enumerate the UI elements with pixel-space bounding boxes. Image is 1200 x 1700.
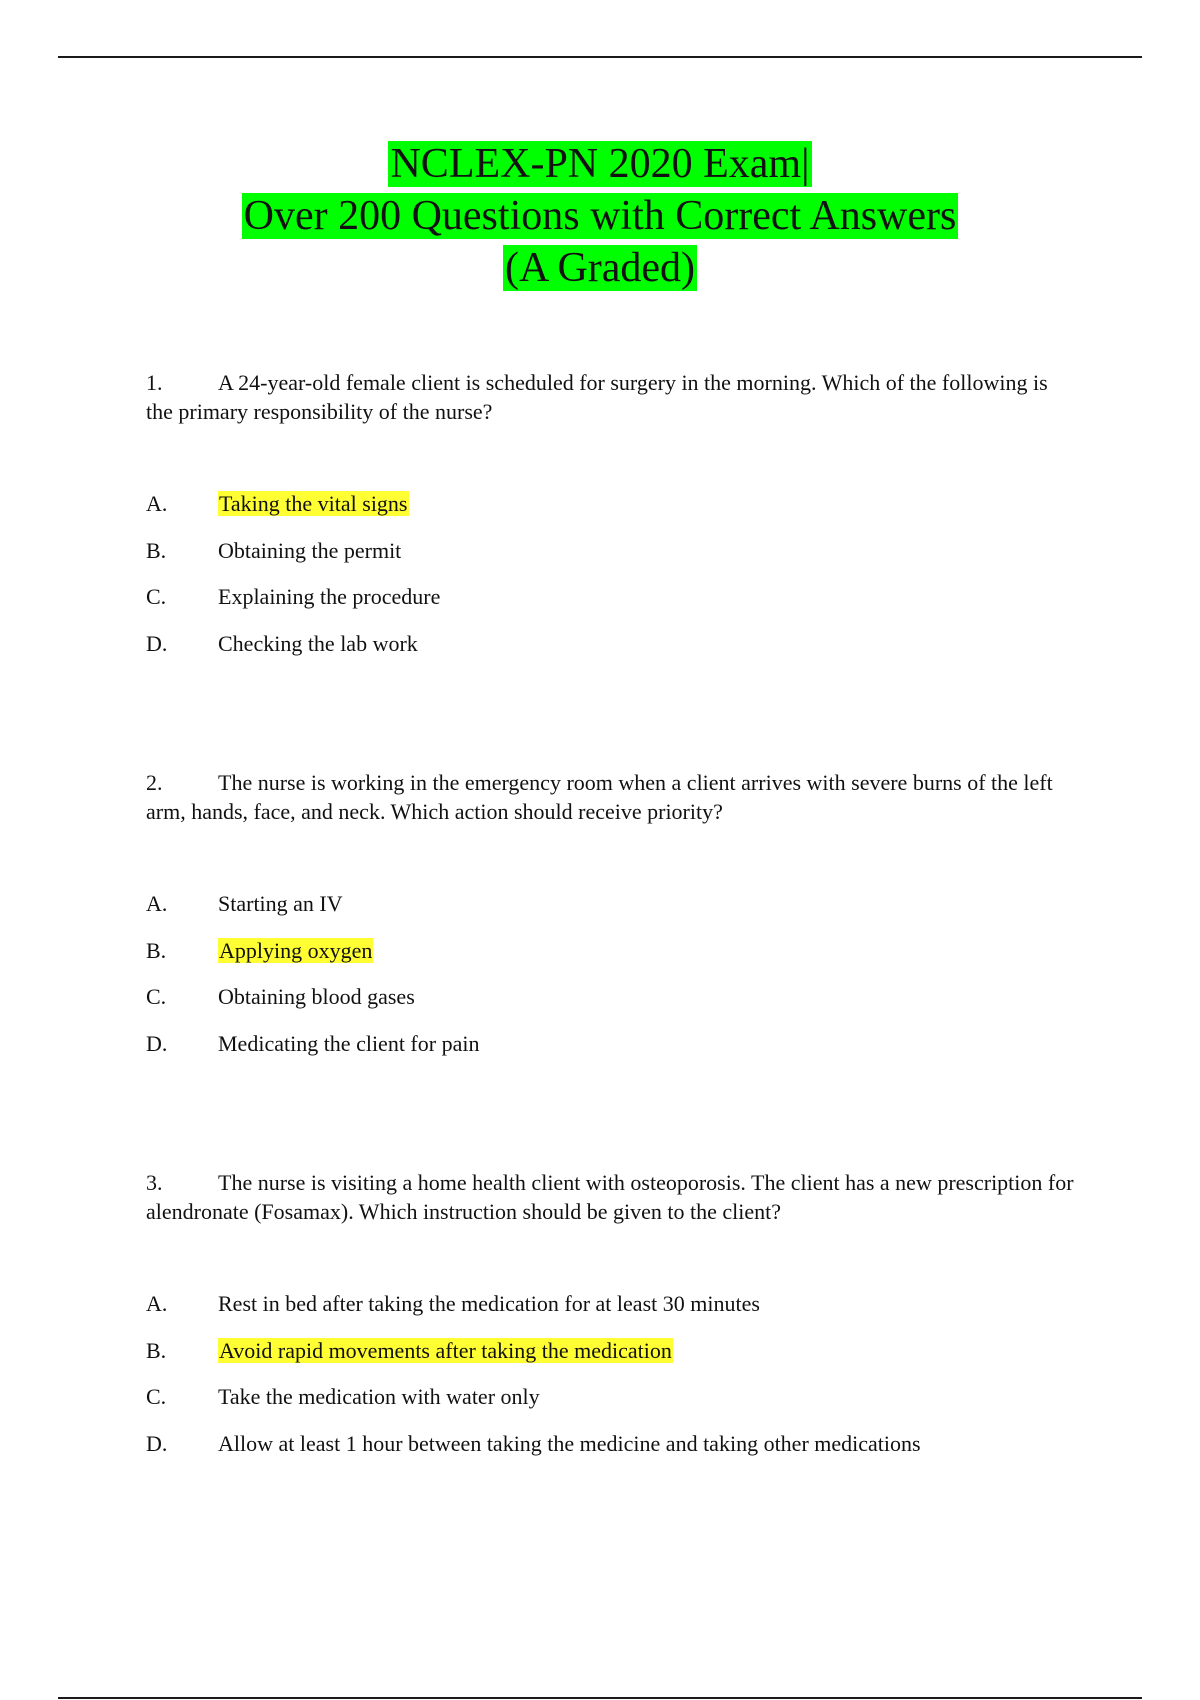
option-b	[146, 936, 1076, 983]
bottom-rule	[58, 1697, 1142, 1699]
option-text: Obtaining the permit	[218, 537, 402, 563]
option-letter: B.	[146, 1337, 167, 1363]
question-3	[146, 1168, 1076, 1226]
option-text: Allow at least 1 hour between taking the medicine and taking other medications	[218, 1430, 921, 1456]
option-c	[146, 982, 1076, 1029]
option-text: Medicating the client for pain	[218, 1030, 480, 1056]
option-text: Starting an IV	[218, 891, 343, 916]
question-number: 3.	[146, 1170, 163, 1195]
option-a	[146, 1289, 1076, 1336]
title-line-2: Over 200 Questions with Correct Answers	[243, 193, 957, 239]
option-text: Checking the lab work	[218, 630, 418, 656]
option-letter: C.	[146, 1384, 167, 1409]
option-d	[146, 1429, 1076, 1476]
top-rule	[58, 56, 1142, 58]
option-letter: D.	[146, 1030, 168, 1056]
question-3-options	[146, 1289, 1076, 1475]
option-letter: A.	[146, 1291, 168, 1316]
option-text-correct: Applying oxygen	[219, 937, 373, 963]
document-title	[0, 138, 1200, 294]
option-letter: A.	[146, 891, 168, 916]
title-line-1: NCLEX-PN 2020 Exam|	[390, 141, 810, 187]
question-text: The nurse is working in the emergency room when a client arrives with severe burns of the left arm, hands, face, and neck. Which action should receive priority?	[146, 770, 1053, 824]
option-letter: D.	[146, 1430, 168, 1456]
option-text-correct: Taking the vital signs	[219, 491, 408, 516]
option-b	[146, 536, 1076, 583]
option-d	[146, 629, 1076, 676]
question-2-options	[146, 889, 1076, 1075]
option-letter: B.	[146, 537, 167, 563]
option-text: Obtaining blood gases	[218, 984, 415, 1009]
option-letter: C.	[146, 984, 167, 1009]
option-a	[146, 489, 1076, 536]
option-letter: C.	[146, 584, 167, 609]
option-letter: A.	[146, 491, 168, 516]
option-b	[146, 1336, 1076, 1383]
question-1-options	[146, 489, 1076, 675]
option-text: Take the medication with water only	[218, 1384, 540, 1409]
question-number: 1.	[146, 370, 163, 395]
option-c	[146, 582, 1076, 629]
question-text: The nurse is visiting a home health client with osteoporosis. The client has a new prescription for alendronate (Fosamax). Which instruction should be given to the client?	[146, 1170, 1074, 1224]
option-d	[146, 1029, 1076, 1076]
option-letter: B.	[146, 937, 167, 963]
question-1	[146, 368, 1076, 426]
option-text: Rest in bed after taking the medication for at least 30 minutes	[218, 1291, 760, 1316]
option-letter: D.	[146, 630, 168, 656]
question-number: 2.	[146, 770, 163, 795]
title-line-3: (A Graded)	[504, 245, 696, 291]
option-c	[146, 1382, 1076, 1429]
question-text: A 24-year-old female client is scheduled for surgery in the morning. Which of the following is the primary responsibility of the nurse?	[146, 370, 1048, 424]
option-a	[146, 889, 1076, 936]
option-text: Explaining the procedure	[218, 584, 441, 609]
option-text-correct: Avoid rapid movements after taking the medication	[219, 1337, 672, 1363]
question-2	[146, 768, 1076, 826]
